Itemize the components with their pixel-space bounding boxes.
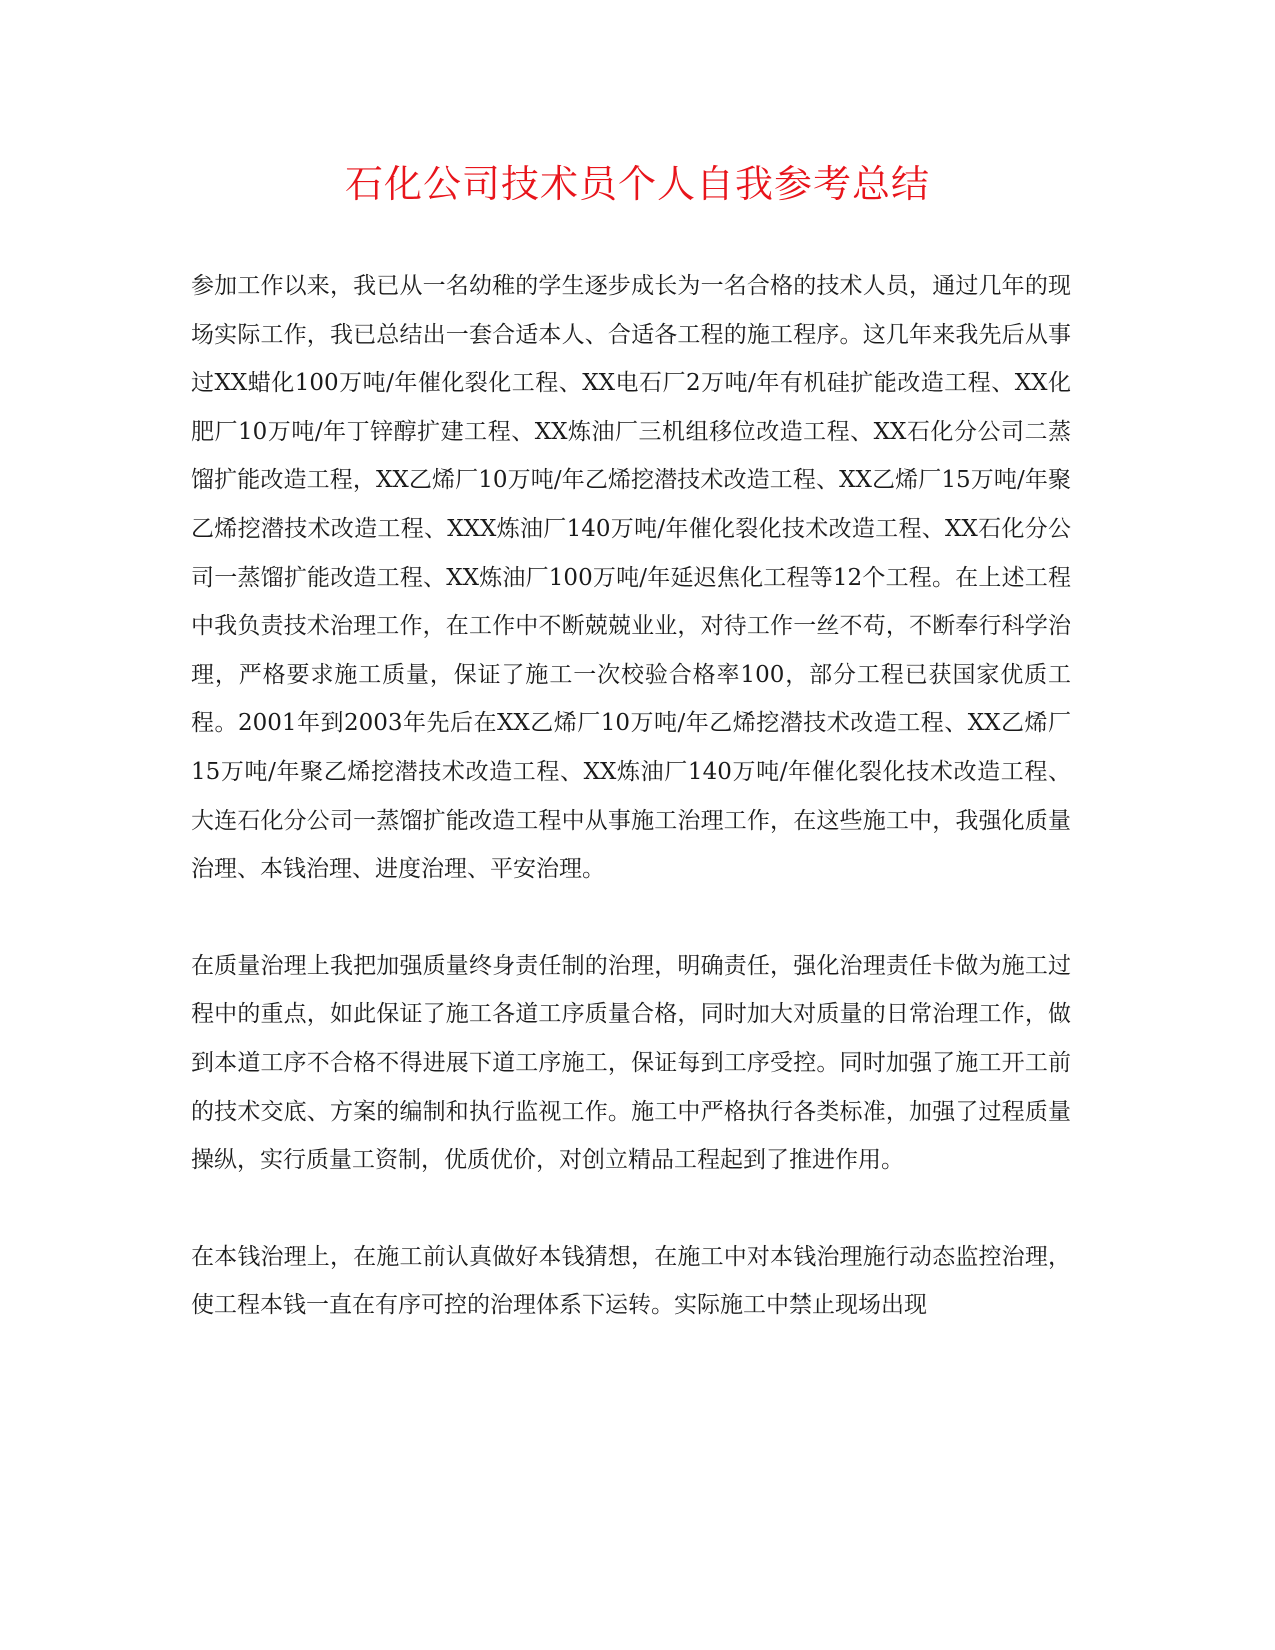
paragraph-cost-management: 在本钱治理上，在施工前认真做好本钱猜想，在施工中对本钱治理施行动态监控治理，使工程本钱一直在有序可控的治理体系下运转。实际施工中禁止现场出现: [191, 1243, 1071, 1319]
paragraph-intro: 参加工作以来，我已从一名幼稚的学生逐步成长为一名合格的技术人员，通过几年的现场实际工作，我已总结出一套合适本人、合适各工程的施工程序。这几年来我先后从事过XX蜡化100万吨/年催化裂化工程、XX电石厂2万吨/年有机硅扩能改造工程、XX化肥厂10万吨/年丁锌醇扩建工程、XX炼油厂三机组移位改造工程、XX石化分公司二蒸馏扩能改造工程，XX乙烯厂10万吨/年乙烯挖潜技术改造工程、XX乙烯厂15万吨/年聚乙烯挖潜技术改造工程、XXX炼油厂140万吨/年催化裂化技术改造工程、XX石化分公司一蒸馏扩能改造工程、XX炼油厂100万吨/年延迟焦化工程等12个工程。在上述工程中我负责技术治理工作，在工作中不断兢兢业业，对待工作一丝不苟，不断奉行科学治理，严格要求施工质量，保证了施工一次校验合格率100，部分工程已获国家优质工程。2001年到2003年先后在XX乙烯厂10万吨/年乙烯挖潜技术改造工程、XX乙烯厂15万吨/年聚乙烯挖潜技术改造工程、XX炼油厂140万吨/年催化裂化技术改造工程、大连石化分公司一蒸馏扩能改造工程中从事施工治理工作，在这些施工中，我强化质量治理、本钱治理、进度治理、平安治理。: [191, 273, 1071, 883]
document-title: 石化公司技术员个人自我参考总结: [344, 162, 930, 206]
document-body: [191, 262, 1071, 1330]
paragraph-quality-management: 在质量治理上我把加强质量终身责任制的治理，明确责任，强化治理责任卡做为施工过程中的重点，如此保证了施工各道工序质量合格，同时加大对质量的日常治理工作，做到本道工序不合格不得进展下道工序施工，保证每到工序受控。同时加强了施工开工前的技术交底、方案的编制和执行监视工作。施工中严格执行各类标准，加强了过程质量操纵，实行质量工资制，优质优价，对创立精品工程起到了推进作用。: [191, 952, 1071, 1174]
